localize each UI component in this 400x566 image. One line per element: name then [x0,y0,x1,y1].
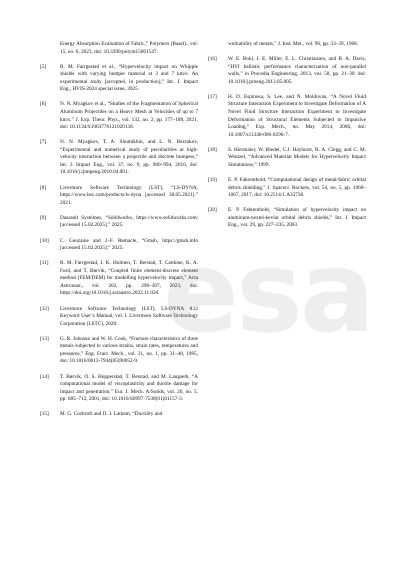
reference-number: [9] [40,214,47,221]
reference-text: W. E. Bohl, J. E. Miller, E. L. Christiansen, and B. A. Davis, “HVI ballistic performance characterization of non-parallel walls,” in Procedia Engineering, 2013, vol. 58, pp. 21–30. doi: 10.1016/j.proeng.2013.05.005. [228,56,366,85]
reference-number: [11] [40,260,49,267]
reference-item [40,139,198,177]
reference-number: [20] [208,207,217,214]
reference-text: T. Børvik, O. S. Hopperstad, T. Berstad, and M. Langseth, “A computational model of viscoplasticity and ductile damage for impact and penetration,” Eur. J. Mech. A/Solids, vol. 20, no. 5, pp. 685–712, 2001, doi: 10.1016/S0997-7538(01)01157-3. [60,373,198,403]
reference-text: Energy Absorption Evaluation of Fabric,” Polymers (Basel)., vol. 15, no. 6, 2023, doi: 10.3390/polym15061547. [60,41,198,55]
reference-item [40,101,198,131]
references-column-left [40,41,198,426]
esa-watermark-logo: esa [163,228,373,358]
reference-item [208,177,366,200]
reference-item [208,207,366,230]
reference-text: E. P. Fahrenthold, “Simulation of hypervelocity impact on aluminum-nextel-kevlar orbital debris shields,” Int. J. Impact Eng., vol. 29, pp. 227–235, 2003. [228,207,366,229]
reference-item [40,306,198,329]
reference-text: N. N. Myagkov et al., “Studies of the Fragmentation of Spherical Aluminum Projectiles on a Heavy Mesh at Velocities of up to 7 km/s,” J. Exp. Theor. Phys., vol. 132, no. 2, pp. 177–188, 2021, doi: 10.1134/S1063776121020138. [60,101,198,131]
reference-text: G. R. Johnson and W. H. Cook, “Fracture characteristics of three metals subjected to various strains, strain rates, temperatures and pressures,” Eng. Fract. Mech., vol. 21, no. 1, pp. 31–48, 1985, doi: 10.1016/0013-7944(85)90052-9. [60,335,198,365]
reference-item [40,41,198,56]
reference-item [40,260,198,298]
reference-number: [5] [40,63,47,70]
reference-item [40,64,198,94]
reference-number: [14] [40,373,49,380]
reference-text: E. P. Fahrenthold, “Computational design of metal-fabric orbital debris shielding,” J. Spacecr. Rockets, vol. 54, no. 5, pp. 1060–1067, 2017, doi: 10.2514/1.A33736. [228,177,366,199]
reference-item [208,56,366,86]
reference-number: [6] [40,101,47,108]
reference-number: [15] [40,411,49,418]
reference-text: H. D. Espinosa, S. Lee, and N. Moldovan, “A Novel Fluid Structure Interaction Experiment to Investigate Deformation of A Novel Fluid Structure Interaction Experiment to Investigate Deformation of Structural Elements Subjected to Impulsive Loading,” Exp. Mech., no. May 2014, 2006, doi: 10.1007/s11340-006-0296-7. [228,93,366,138]
reference-number: [17] [208,93,217,100]
reference-text: Livermore Software Technology (LST), LS-DYNA R12 Keyword User’s Manual, vol. I. Livermore Software Technology Corporation (LSTC), 2020. [60,305,198,327]
reference-number: [10] [40,237,49,244]
reference-text: Livermore Software Technology (LST), “LS-DYNA, https://www.lstc.com/products/ls-dyna [accessed 30.05.2021].” 2021. [60,184,198,206]
reference-item [40,411,198,419]
reference-text: N. N. Myagkov, T. A. Shumikhin, and L. N. Bezrukov, “Experimental and numerical study of peculiarities at high-velocity interaction between a projectile and discrete bumpers,” Int. J. Impact Eng., vol. 37, no. 9, pp. 980–994, 2010, doi: 10.1016/j.ijimpeng.2010.04.001. [60,139,198,176]
reference-number: [16] [208,56,217,63]
reference-text: M. G. Cockroft and D. J. Latham, “Ductility and [60,411,163,418]
reference-item [208,41,366,49]
reference-number: [19] [208,177,217,184]
reference-item [40,374,198,404]
references-column-right [208,41,366,238]
reference-text: R. M. Farrgestad et al., “Hypervelocity impact on Whipple shields with varying bumper material at 3 and 7 km/s: An experimental study [accepted, in production],” Int. J. Impact Eng., HVIS-2024 special issue, 2025. [60,63,198,93]
reference-text: R. M. Farrgestad, J. K. Holmen, T. Berstad, T. Cardone, K. A. Ford, and T. Børvik, “Coupled finite element-discrete element method (FEM/DEM) for modelling hypervelocity impact,” Acta Astronaut., vol. 203, pp. 296–307, 2023, doi: https://doi.org/10.1016/j.actaastro.2022.11.026. [60,260,198,297]
reference-number: [7] [40,139,47,146]
reference-item [40,215,198,230]
reference-text: Dassault Systèmes, “Solidworks, https://www.solidworks.com/ [accessed 15.02.2025].” 2025. [60,214,198,229]
reference-number: [8] [40,184,47,191]
reference-text: workability of metals,” J. Inst. Met., vol. 96, pp. 33–39, 1968. [228,41,359,47]
reference-item [40,336,198,366]
reference-item [208,94,366,139]
reference-item [208,147,366,170]
reference-item [40,238,198,253]
reference-number: [13] [40,335,49,342]
reference-number: [12] [40,305,49,312]
reference-item [40,185,198,208]
reference-text: C. Geuzaine and J.-F. Remacle, “Gmsh, https://gmsh.info [accessed 15.02.2025].” 2025. [60,237,198,252]
reference-text: S. Hiermaier, W. Riedel, C.J. Hayhurst, R. A. Clegg, and C. M. Wentzel, “Advanced Material Models for Hypervelocity Impact Simulations,” 1999. [228,146,366,168]
reference-number: [18] [208,146,217,153]
